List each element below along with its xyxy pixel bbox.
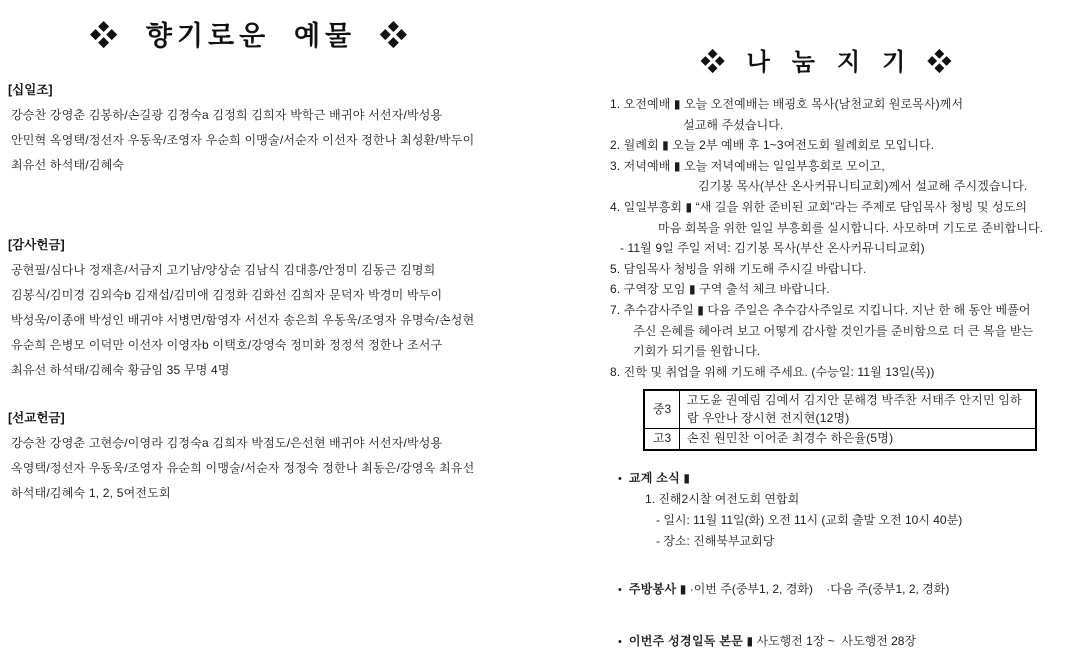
notice-item [610, 300, 1068, 362]
bullet-label: 교계 소식 [628, 470, 681, 485]
exam-table-row [644, 429, 1036, 450]
bullet-sections [610, 468, 1068, 652]
bullet-icon: • [618, 472, 622, 485]
offering-names-line: 옥영택/정선자 우동욱/조영자 유순희 이맹술/서순자 정정숙 정한나 최동은/강영옥 최유선 [11, 460, 475, 475]
notice-item [610, 362, 1068, 383]
notice-line: 기회가 되기를 원합니다. [633, 344, 761, 359]
offering-names-line: 김봉식/김미경 김외숙b 김재섭/김미애 김정화 김화선 김희자 문덕자 박경미 박두이 [11, 287, 443, 302]
bullet-sub-line: - 일시: 11월 11일(화) 오전 11시 (교회 출발 오전 10시 40분) [656, 513, 963, 527]
exam-grade-cell: 고3 [644, 429, 680, 450]
bullet-sub-line: - 장소: 진해북부교회당 [656, 533, 775, 548]
notice-item [610, 156, 1068, 197]
exam-names-cell: 고도윤 권예림 김예서 김지안 문해경 박주찬 서태주 안지민 임하람 우안나 장시현 전지현(12명) [680, 390, 1037, 429]
offering-names-line: 강승찬 강영춘 김봉하/손길광 김정숙a 김정희 김희자 박학근 배귀야 서선자/박성용 [11, 108, 443, 122]
notice-line: 8. 진학 및 취업을 위해 기도해 주세요. (수능일: 11월 13일(목)) [610, 364, 935, 379]
offering-section-header: [감사헌금] [8, 237, 65, 252]
notice-line: 김기봉 목사(부산 온사커뮤니티교회)께서 설교해 주시겠습니다. [698, 179, 1028, 194]
exam-table-row [644, 390, 1036, 429]
offering-sections [8, 77, 524, 506]
offering-names-line: 안민혁 옥영택/정선자 우동욱/조영자 우순희 이맹술/서순자 이선자 정한나 최성환/박두이 [11, 133, 475, 148]
offering-names-line: 최유선 하석태/김혜숙 황금임 35 무명 4명 [11, 363, 230, 378]
notice-list [610, 94, 1068, 382]
notice-line: 7. 추수감사주일 ▮ 다음 주일은 추수감사주일로 지킵니다. 지난 한 해 동안 베풀어 [610, 302, 1031, 317]
notice-line: 주신 은혜를 헤아려 보고 어떻게 감사할 것인가를 준비함으로 더 큰 복을 받는 [633, 323, 1034, 338]
bullet-label: 주방봉사 [628, 582, 677, 597]
offering-section-header: [선교헌금] [8, 410, 65, 425]
offering-names-line: 유순희 은병모 이덕만 이선자 이영자b 이택호/강영숙 정미화 정정석 정한나 조서구 [11, 338, 443, 353]
bullet-separator: ▮ [743, 633, 757, 648]
bullet-section [610, 468, 1068, 551]
offering-names-line: 박성욱/이종애 박성인 배귀야 서병면/함영자 서선자 송은희 우동욱/조영자 유명숙/손성현 [11, 313, 475, 328]
notice-line: 4. 일일부흥회 ▮ “새 길을 위한 준비된 교회”라는 주제로 담임목사 청빙 및 성도의 [610, 199, 1028, 214]
notice-item [610, 259, 1068, 280]
notice-line: 마음 회복을 위한 일일 부흥회를 실시합니다. 사모하며 기도로 준비합니다. [658, 220, 1044, 235]
notice-line: 2. 월례회 ▮ 오늘 2부 예배 후 1~3여전도회 월례회로 모입니다. [610, 138, 935, 153]
bullet-text: ·이번 주(중부1, 2, 경화) ·다음 주(중부1, 2, 경화) [689, 582, 950, 597]
bullet-label: 이번주 성경일독 본문 [628, 633, 744, 648]
offering-names-line: 공현필/심다나 정재흔/서금지 고기남/양상순 김남식 김대흥/안정미 김동근 김명희 [11, 262, 436, 277]
bullet-section [610, 631, 1068, 652]
notice-line: 설교해 주셨습니다. [683, 117, 784, 132]
exam-names-cell: 손진 원민찬 이어준 최경수 하은율(5명) [680, 429, 1037, 450]
offerings-title: ❖ 향기로운 예물 ❖ [90, 21, 412, 51]
exam-grade-cell: 중3 [644, 390, 680, 429]
notice-item [610, 94, 1068, 135]
offering-names-line: 하석태/김혜숙 1, 2, 5여전도회 [11, 486, 171, 501]
offering-names-line: 강승찬 강영춘 고현승/이영라 김정숙a 김희자 박점도/은선현 배귀야 서선자/박성용 [11, 435, 443, 450]
announcements-title: ❖ 나 눔 지 기 ❖ [700, 50, 960, 76]
notice-item [610, 135, 1068, 156]
offering-section [8, 405, 524, 507]
notice-line: 1. 오전예배 ▮ 오늘 오전예배는 배굉호 목사(남천교회 원로목사)께서 [610, 97, 964, 111]
notice-line: 6. 구역장 모임 ▮ 구역 출석 체크 바랍니다. [610, 282, 830, 297]
notice-line: - 11월 9일 주일 저녁: 김기봉 목사(부산 온사커뮤니티교회) [620, 241, 925, 256]
offerings-column [8, 8, 524, 506]
exam-prayer-table [643, 389, 1037, 451]
offering-section-header: [십일조] [8, 83, 53, 97]
bullet-separator: ▮ [680, 470, 690, 485]
bullet-head [618, 631, 1068, 652]
bullet-sub-line: 1. 진해2시찰 여전도회 연합회 [645, 492, 800, 507]
bullet-head [618, 468, 1068, 490]
bullet-separator: ▮ [676, 582, 690, 597]
bullet-icon: • [618, 635, 622, 648]
offering-section [8, 232, 524, 384]
bullet-text: 사도행전 1장 ~ 사도행전 28장 [756, 633, 917, 648]
bullet-icon: • [618, 584, 622, 597]
offering-names-line: 최유선 하석태/김혜숙 [11, 158, 125, 173]
announcements-column [610, 42, 1068, 652]
notice-item [610, 197, 1068, 259]
notice-item [610, 279, 1068, 300]
offering-section [8, 77, 524, 179]
notice-line: 3. 저녁예배 ▮ 오늘 저녁예배는 일일부흥회로 모이고, [610, 158, 885, 173]
notice-line: 5. 담임목사 청빙을 위해 기도해 주시길 바랍니다. [610, 261, 867, 276]
